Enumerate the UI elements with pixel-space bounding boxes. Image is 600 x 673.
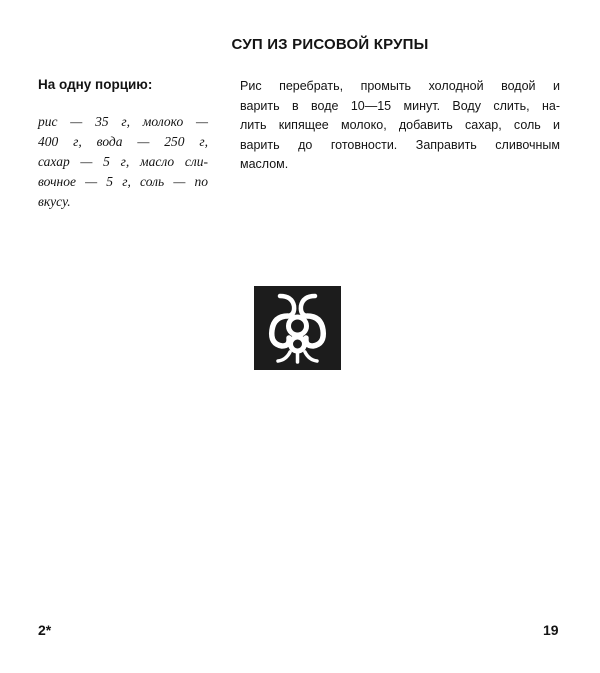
ingredient-line: вкусу.: [38, 194, 71, 209]
method-line: маслом.: [240, 157, 289, 171]
serving-heading: На одну порцию:: [38, 77, 153, 92]
ingredient-line: рис — 35 г, молоко —: [38, 114, 208, 129]
ingredient-line: сахар — 5 г, масло сли-: [38, 154, 208, 169]
ingredient-line: вочное — 5 г, соль — по: [38, 174, 208, 189]
page-number: 19: [543, 622, 559, 638]
decorative-ornament-icon: [254, 286, 341, 370]
method-line: лить кипящее молоко, добавить сахар, соль и: [240, 118, 560, 132]
ingredients-list: [38, 112, 208, 212]
method-line: Рис перебрать, промыть холодной водой и: [240, 79, 560, 93]
signature-mark: 2*: [38, 622, 52, 638]
method-line: варить до готовности. Заправить сливочным: [240, 137, 560, 152]
ingredient-line: 400 г, вода — 250 г,: [38, 134, 208, 149]
method-line: варить в воде 10—15 минут. Воду слить, на-: [240, 98, 560, 113]
method-paragraph: [240, 77, 560, 175]
page-title: СУП ИЗ РИСОВОЙ КРУПЫ: [231, 36, 429, 53]
